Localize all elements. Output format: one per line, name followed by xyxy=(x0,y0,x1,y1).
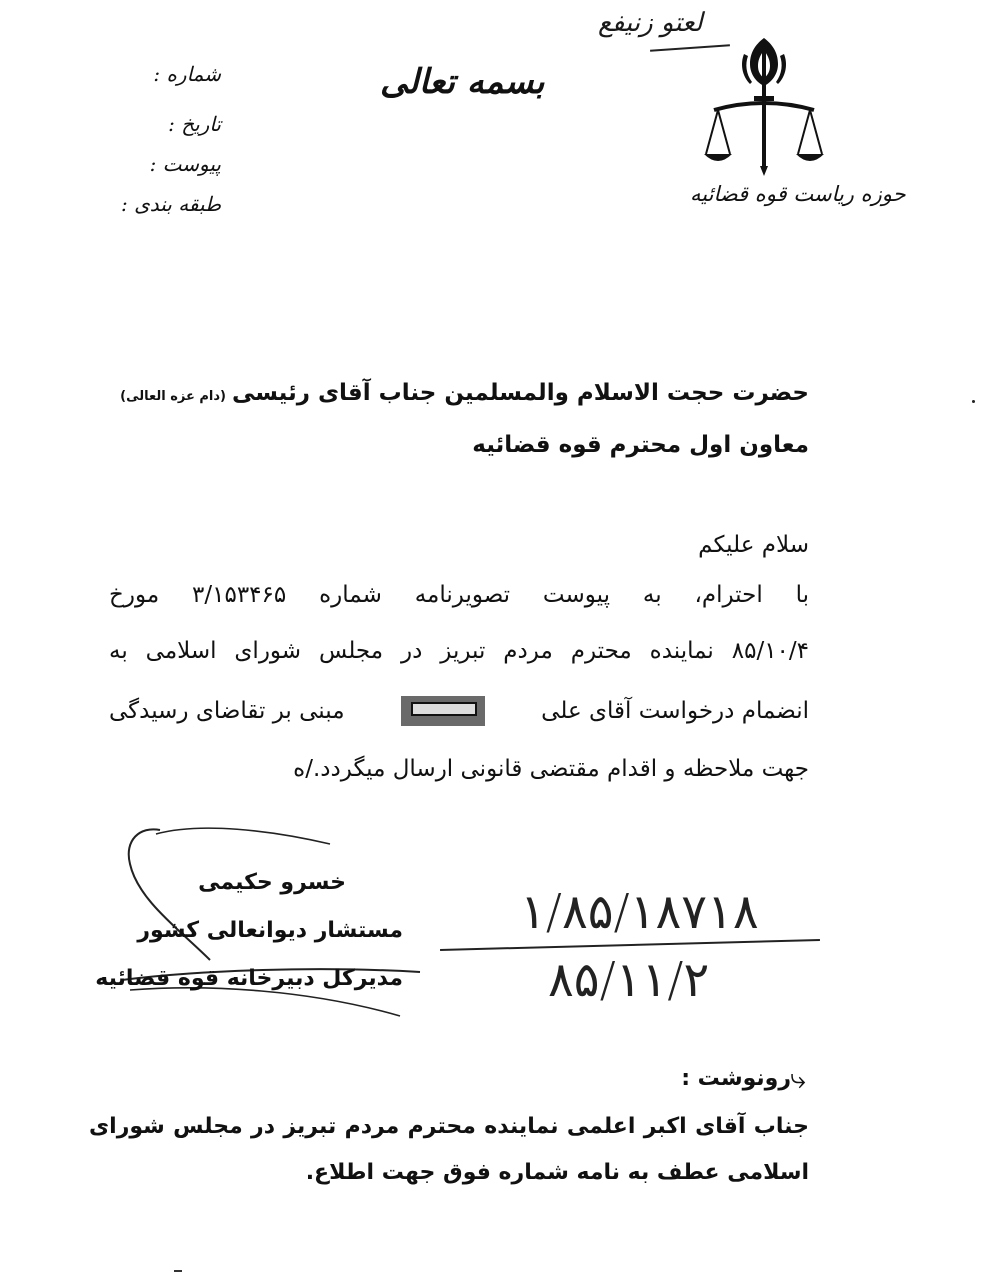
handwritten-note: لعتو زنیفع xyxy=(598,8,703,38)
cc-line-2: اسلامی عطف به نامه شماره فوق جهت اطلاع. xyxy=(305,1160,809,1185)
cc-title: رونوشت : xyxy=(681,1066,791,1091)
judiciary-emblem-icon xyxy=(700,30,830,190)
cc-line-1: جناب آقای اکبر اعلمی نماینده محترم مردم تبریز در مجلس شورای xyxy=(89,1114,809,1139)
signatory-title-1: مستشار دیوانعالی کشور xyxy=(137,918,403,943)
meta-label-classification: طبقه بندی : xyxy=(121,192,221,216)
handwritten-registration-date: ۸۵/۱۱/۲ xyxy=(548,952,710,1008)
bismillah-heading: بسمه تعالی xyxy=(380,62,545,102)
signatory-name: خسرو حکیمی xyxy=(198,870,346,895)
bottom-mark xyxy=(174,1270,182,1272)
addressee-line-1 xyxy=(120,380,809,406)
addressee-honorific: (دام عزه العالی) xyxy=(120,389,226,404)
body-line-3-start: انضمام درخواست آقای علی xyxy=(541,698,809,724)
body-line-1: با احترام، به پیوست تصویرنامه شماره ۳/۱۵۳۴۶۵ مورخ xyxy=(109,582,809,608)
body-line-4: جهت ملاحظه و اقدام مقتضی قانونی ارسال میگردد./ه xyxy=(293,756,809,782)
addressee-name: حضرت حجت الاسلام والمسلمین جناب آقای رئیسی xyxy=(232,380,809,406)
organization-caption: حوزه ریاست قوه قضائیه xyxy=(690,182,906,206)
meta-label-date: تاریخ : xyxy=(168,112,221,136)
greeting: سلام علیکم xyxy=(698,532,809,558)
signatory-title-2: مدیرکل دبیرخانه قوه قضائیه xyxy=(95,966,403,991)
meta-label-attachment: پیوست : xyxy=(149,152,221,176)
body-line-3 xyxy=(109,696,809,726)
body-line-3-end: مبنی بر تقاضای رسیدگی xyxy=(109,698,345,724)
meta-label-number: شماره : xyxy=(153,62,221,86)
handwritten-registration-number: ۱/۸۵/۱۸۷۱۸ xyxy=(520,884,759,940)
redacted-name xyxy=(401,696,485,726)
cc-arrow-icon: ⤷ xyxy=(790,1062,806,1095)
margin-dot xyxy=(972,400,975,403)
body-line-2: ۸۵/۱۰/۴ نماینده محترم مردم تبریز در مجلس شورای اسلامی به xyxy=(109,638,809,664)
addressee-line-2: معاون اول محترم قوه قضائیه xyxy=(472,432,809,458)
handwritten-rule xyxy=(440,939,820,951)
